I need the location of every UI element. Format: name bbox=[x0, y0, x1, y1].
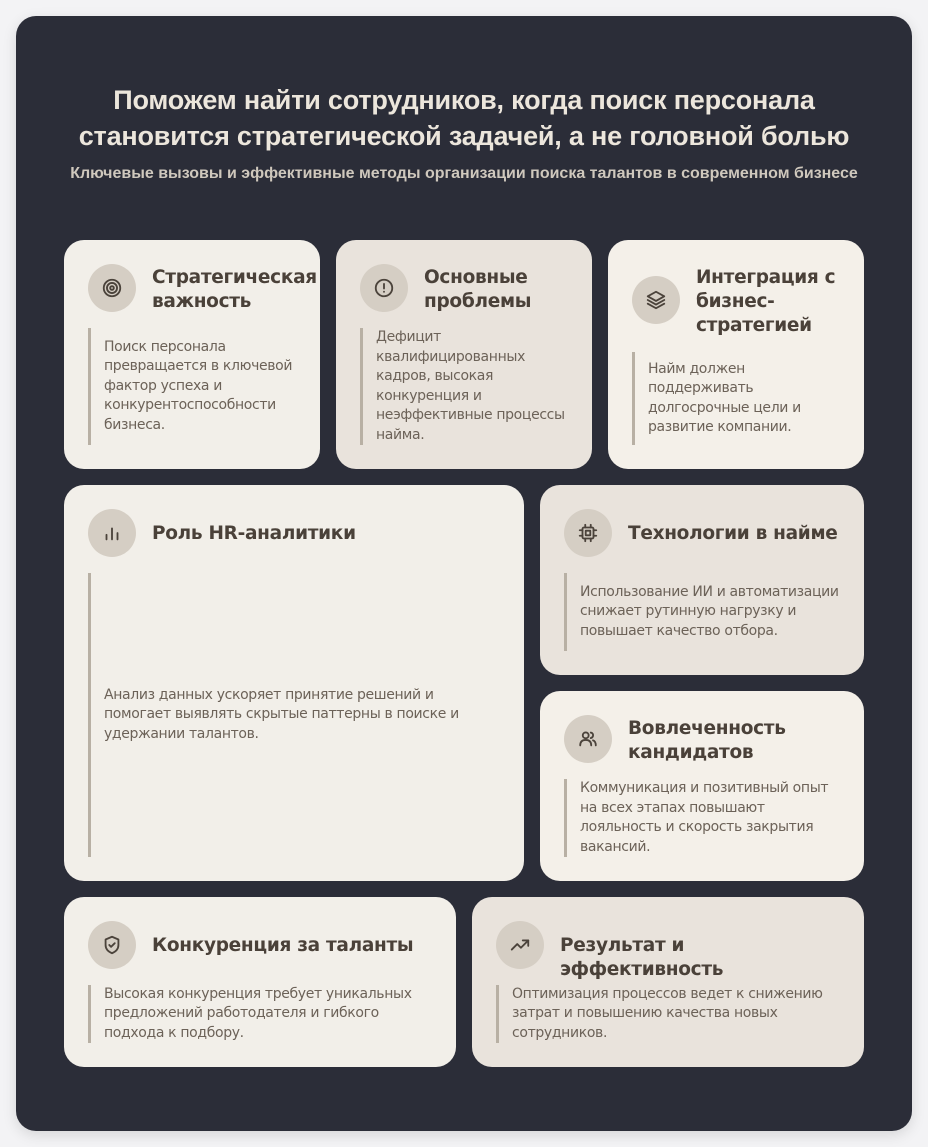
card-result-efficiency bbox=[472, 897, 864, 1067]
card-main-problems bbox=[336, 240, 592, 469]
card-talent-competition bbox=[64, 897, 456, 1067]
card-text: Найм должен поддерживать долгосрочные цели и развитие компании. bbox=[632, 352, 844, 445]
hero-subtitle: Ключевые вызовы и эффективные методы организации поиска талантов в современном бизнесе bbox=[70, 165, 858, 182]
card-business-integration bbox=[608, 240, 864, 469]
card-title: Результат и эффективность bbox=[560, 935, 724, 980]
shield-check-icon bbox=[88, 921, 136, 969]
trending-up-icon bbox=[496, 921, 544, 969]
card-hr-analytics bbox=[64, 485, 524, 881]
layers-icon bbox=[632, 276, 680, 324]
card-text: Поиск персонала превращается в ключевой фактор успеха и конкурентоспособности бизнеса. bbox=[88, 328, 300, 445]
card-text: Анализ данных ускоряет принятие решений и помогает выявлять скрытые паттерны в поиске и удержании талантов. bbox=[88, 573, 484, 857]
card-title: Основные проблемы bbox=[424, 267, 532, 312]
users-icon bbox=[564, 715, 612, 763]
card-title: Технологии в найме bbox=[628, 523, 838, 544]
card-title: Конкуренция за таланты bbox=[152, 935, 414, 956]
card-text: Высокая конкуренция требует уникальных предложений работодателя и гибкого подхода к подбору. bbox=[88, 985, 436, 1043]
card-strategic-importance bbox=[64, 240, 320, 469]
cpu-chip-icon bbox=[564, 509, 612, 557]
card-text: Коммуникация и позитивный опыт на всех этапах повышают лояльность и скорость закрытия вакансий. bbox=[564, 779, 844, 857]
card-hiring-technology bbox=[540, 485, 864, 675]
card-candidate-engagement bbox=[540, 691, 864, 881]
card-title: Интеграция с бизнес-стратегией bbox=[696, 267, 836, 336]
card-text: Дефицит квалифицированных кадров, высокая конкуренция и неэффективные процессы найма. bbox=[360, 328, 572, 445]
bar-chart-icon bbox=[88, 509, 136, 557]
card-text: Использование ИИ и автоматизации снижает рутинную нагрузку и повышает качество отбора. bbox=[564, 573, 844, 651]
alert-circle-icon bbox=[360, 264, 408, 312]
target-icon bbox=[88, 264, 136, 312]
card-title: Вовлеченность кандидатов bbox=[628, 718, 786, 763]
card-title: Стратегическая важность bbox=[152, 267, 317, 312]
card-title: Роль HR-аналитики bbox=[152, 523, 356, 544]
hero-title: Поможем найти сотрудников, когда поиск персонала становится стратегической задачей, а не головной болью bbox=[78, 85, 850, 151]
card-text: Оптимизация процессов ведет к снижению затрат и повышению качества новых сотрудников. bbox=[496, 985, 844, 1043]
